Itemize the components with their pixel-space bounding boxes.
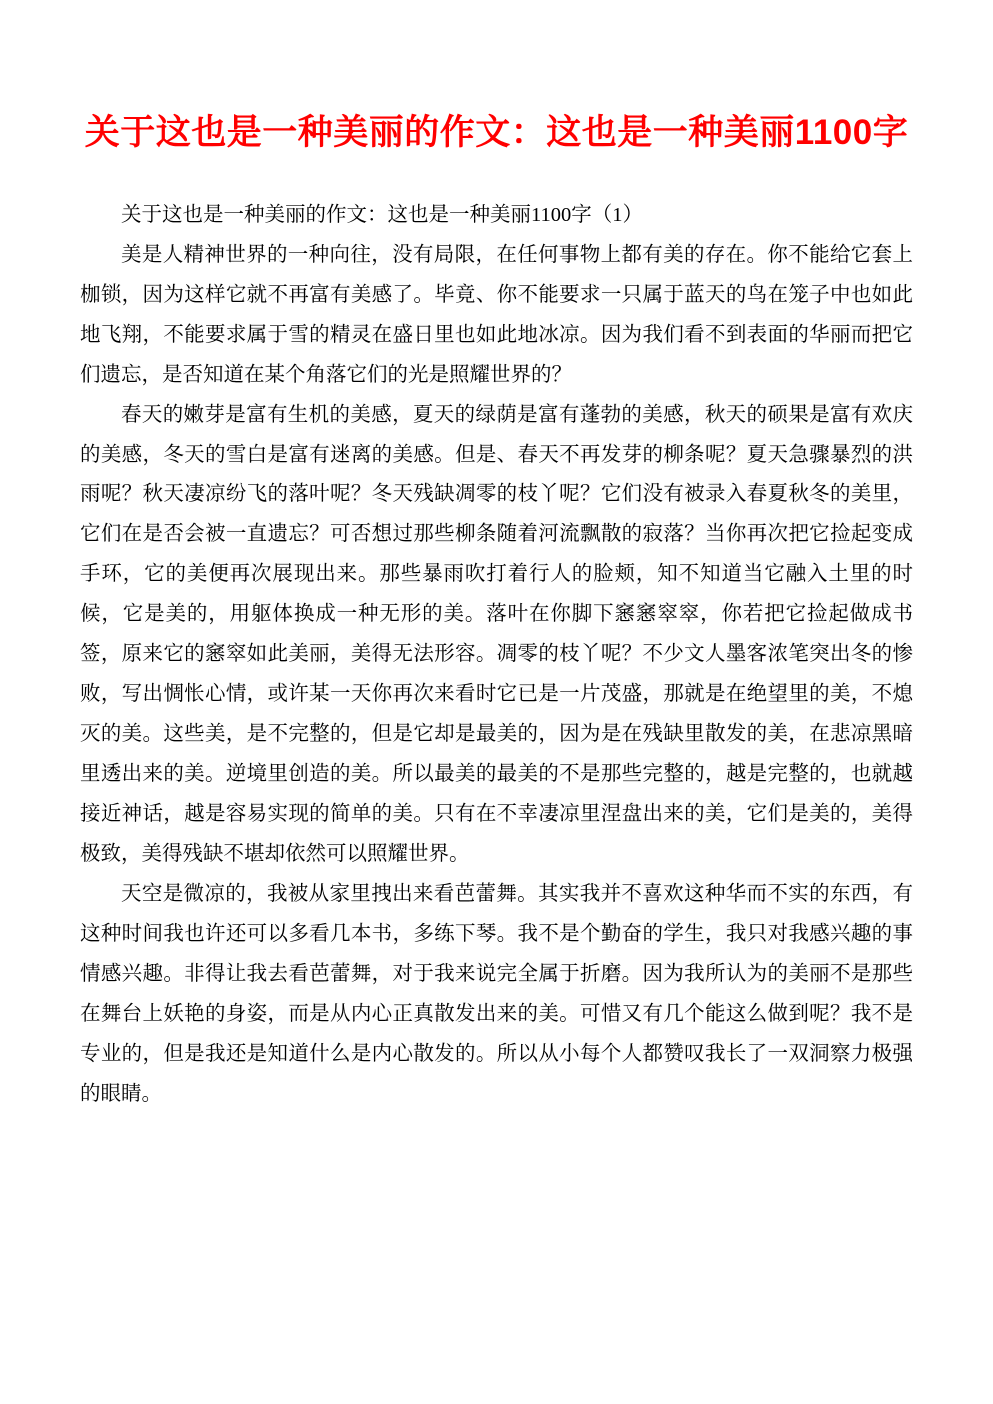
paragraph-intro: 关于这也是一种美丽的作文：这也是一种美丽1100字（1） — [121, 203, 643, 226]
paragraph-3: 天空是微凉的，我被从家里拽出来看芭蕾舞。其实我并不喜欢这种华而不实的东西，有这种时间我也许还可以多看几本书，多练下琴。我不是个勤奋的学生，我只对我感兴趣的事情感兴趣。非得让我去看芭蕾舞，对于我来说完全属于折磨。因为我所认为的美丽不是那些在舞台上妖艳的身姿，而是从内心正真散发出来的美。可惜又有几个能这么做到呢？我不是专业的，但是我还是知道什么是内心散发的。所以从小每个人都赞叹我长了一双洞察力极强的眼睛。 — [80, 883, 913, 1105]
document-body — [80, 196, 913, 1115]
paragraph-1: 美是人精神世界的一种向往，没有局限，在任何事物上都有美的存在。你不能给它套上枷锁，因为这样它就不再富有美感了。毕竟、你不能要求一只属于蓝天的鸟在笼子中也如此地飞翔，不能要求属于雪的精灵在盛日里也如此地冰凉。因为我们看不到表面的华丽而把它们遗忘，是否知道在某个角落它们的光是照耀世界的？ — [80, 243, 913, 386]
page-title: 关于这也是一种美丽的作文：这也是一种美丽1100字 — [84, 113, 909, 152]
paragraph-2: 春天的嫩芽是富有生机的美感，夏天的绿荫是富有蓬勃的美感，秋天的硕果是富有欢庆的美感，冬天的雪白是富有迷离的美感。但是、春天不再发芽的柳条呢？夏天急骤暴烈的洪雨呢？秋天凄凉纷飞的落叶呢？冬天残缺凋零的枝丫呢？它们没有被录入春夏秋冬的美里，它们在是否会被一直遗忘？可否想过那些柳条随着河流飘散的寂落？当你再次把它捡起变成手环，它的美便再次展现出来。那些暴雨吹打着行人的脸颊，知不知道当它融入土里的时候，它是美的，用躯体换成一种无形的美。落叶在你脚下窸窸窣窣，你若把它捡起做成书签，原来它的窸窣如此美丽，美得无法形容。凋零的枝丫呢？不少文人墨客浓笔突出冬的惨败，写出惆怅心情，或许某一天你再次来看时它已是一片茂盛，那就是在绝望里的美，不熄灭的美。这些美，是不完整的，但是它却是最美的，因为是在残缺里散发的美，在悲凉黑暗里透出来的美。逆境里创造的美。所以最美的最美的不是那些完整的，越是完整的，也就越接近神话，越是容易实现的简单的美。只有在不幸凄凉里涅盘出来的美，它们是美的，美得极致，美得残缺不堪却依然可以照耀世界。 — [80, 403, 913, 866]
